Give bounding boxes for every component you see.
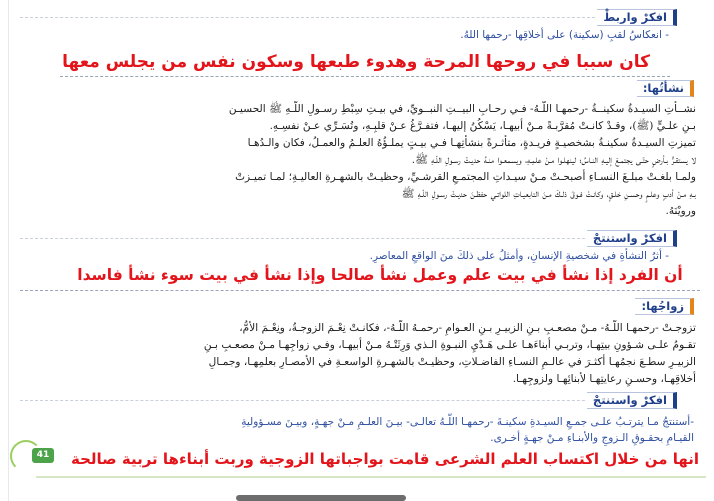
upbringing-paragraph bbox=[12, 101, 696, 220]
section-heading-upbringing bbox=[637, 80, 694, 97]
think-deduce-question: - أثرُ النشأةِ في شخصيةِ الإنسانِ، وأمثلُ على ذلكَ منَ الواقعِ المعاصرِ. bbox=[369, 250, 669, 262]
paragraph-line: تقـومُ علـى شـؤونِ بيتِهـا، وتربـي أبناءَهـا علـى هَـدْيِ النبـوةِ الـذي وَرِثَتْـهُ مـنْ أبيهـا، وفـي زواجِهـا مـنْ مصعـبِ بـنِ bbox=[203, 339, 696, 351]
handwritten-answer-3: انها من خلال اكتساب العلم الشرعى قامت بواجباتها الزوجية وربت أبناءها تربية صالحة bbox=[70, 450, 700, 468]
section-heading-think-deduce bbox=[587, 230, 677, 247]
handwritten-answer-1: كان سببا في روحها المرحة وهدوء طبعها وسكون نفس من يجلس معها bbox=[62, 52, 650, 72]
heading-label: افكرْ واربطْ bbox=[597, 9, 677, 26]
paragraph-line: الزبيـرِ سطـعَ نجمُهـا أكثـرَ في عالـمِ النسـاءِ الفاضـلاتِ، وحظيـتْ بالشهـرةِ الواسعـةِ في الأمصـارِ بعلمِهـا، وجمـالِ bbox=[208, 356, 696, 368]
paragraph-line: نشــأتِ السيـدةُ سكينــةُ -رحمهـا اللّـهُ- فـي رحـابِ البيــتِ النبــويِّ، في بيـتِ سِبْطِ رسـولِ اللّـهِ ﷺ الحسيـن bbox=[228, 103, 696, 115]
paragraph-line: ولمـا بلغـتْ مبلـغَ النسـاءِ أصبحـتْ مـنْ سيـداتِ المجتمـعِ القرشـيِّ، وحظيـتْ بالشهـرةِ العاليـةِ؛ لمـا تميـزتْ bbox=[235, 171, 696, 183]
question-line: -أستنتجُ مـا يترتـبُ علـى جمـعِ السيـدةِ سكينـةَ -رحمهـا اللّـهُ تعالـى- بيـنَ العلـمِ مـنْ جهـةٍ، وبيـنَ مسـؤوليةِ bbox=[241, 416, 694, 428]
paragraph-line: أخلاقِهـا، وحسـنِ رعايتِهـا لأبنائِهـا ولزوجِهـا. bbox=[512, 373, 696, 385]
paragraph-line: بـهِ مـنْ أدبٍ وعلـمٍ وحسـنِ خلـقٍ، وكانـتْ فـوقَ ذلـكَ مـنَ التابعيـاتِ اللواتـي حفظـنَ حديـثَ رسـولِ اللّـهِ ﷺ bbox=[401, 188, 696, 200]
answer-line bbox=[60, 76, 670, 77]
handwritten-answer-2: أن الفرد إذا نشأ في بيت علم وعمل نشأ صالحا وإذا نشأ في بيت سوء نشأ فاسدا bbox=[77, 266, 683, 284]
heading-label: نشأتُها: bbox=[637, 80, 694, 97]
paragraph-line: لا يستقـرُّ بـأرضٍ حتّـى يجتمـعَ إليـهِ النـاسُ؛ لينهلـوا مـنْ علمِـهِ، ويسمعـوا منـهُ حديـثَ رسـولِ اللّـهِ ﷺ. bbox=[411, 154, 696, 166]
heading-label: زواجُها: bbox=[635, 298, 694, 315]
think-deduce-question-2 bbox=[241, 414, 694, 446]
paragraph-line: بـنِ علـيٍّ (ﷺ)، وقـدْ كانـتْ مُقرَّبـةً مـنْ أبيهـا، يَسْكُنُ إليهـا، فتفـرَّغُ عـنْ قلبِـهِ، وتُسَـرِّي عـنْ نفسِـهِ. bbox=[269, 120, 696, 132]
section-rule bbox=[20, 400, 605, 401]
heading-label: افكرْ واستنتجْ bbox=[587, 230, 677, 247]
horizontal-scrollbar[interactable] bbox=[236, 495, 406, 501]
page-margin-line bbox=[8, 0, 9, 501]
think-link-question: - انعكاسُ لقبِ (سكينة) على أخلاقِها -رحمها اللهُ. bbox=[460, 29, 669, 41]
heading-label: افكرْ واستنتجْ bbox=[587, 392, 677, 409]
question-line: القيـامِ بحقـوقِ الـزوجِ والأبنـاءِ مـنْ جهـةٍ أخـرى. bbox=[490, 432, 694, 444]
page-number: 41 bbox=[32, 448, 54, 463]
marriage-paragraph bbox=[12, 320, 696, 388]
footer-bar bbox=[36, 476, 706, 478]
section-heading-think-deduce-2 bbox=[587, 392, 677, 409]
paragraph-line: ورويْنَهُ. bbox=[665, 205, 696, 217]
section-rule bbox=[20, 17, 615, 18]
paragraph-line: تميزتِ السيـدةُ سكينـةُ بشخصيـةٍ فريـدةٍ، متأثـرةً بنشأتِهـا فـي بيـتٍ يملـؤُهُ العلـمُ والعمـلُ، فكان والـدُهـا bbox=[247, 137, 696, 149]
section-heading-think-link bbox=[597, 9, 677, 26]
answer-line bbox=[20, 290, 700, 291]
section-heading-marriage bbox=[635, 298, 694, 315]
paragraph-line: تزوجـتْ -رحمهـا اللّـهُ- مـنْ مصعـبِ بـنِ الزبيـرِ بـنِ العـوامِ -رحمـهُ اللّـهُ-، فكانـتْ نِعْـمَ الزوجـةُ، ونِعْـمَ الأمُّ، bbox=[239, 322, 696, 334]
section-rule bbox=[20, 238, 605, 239]
